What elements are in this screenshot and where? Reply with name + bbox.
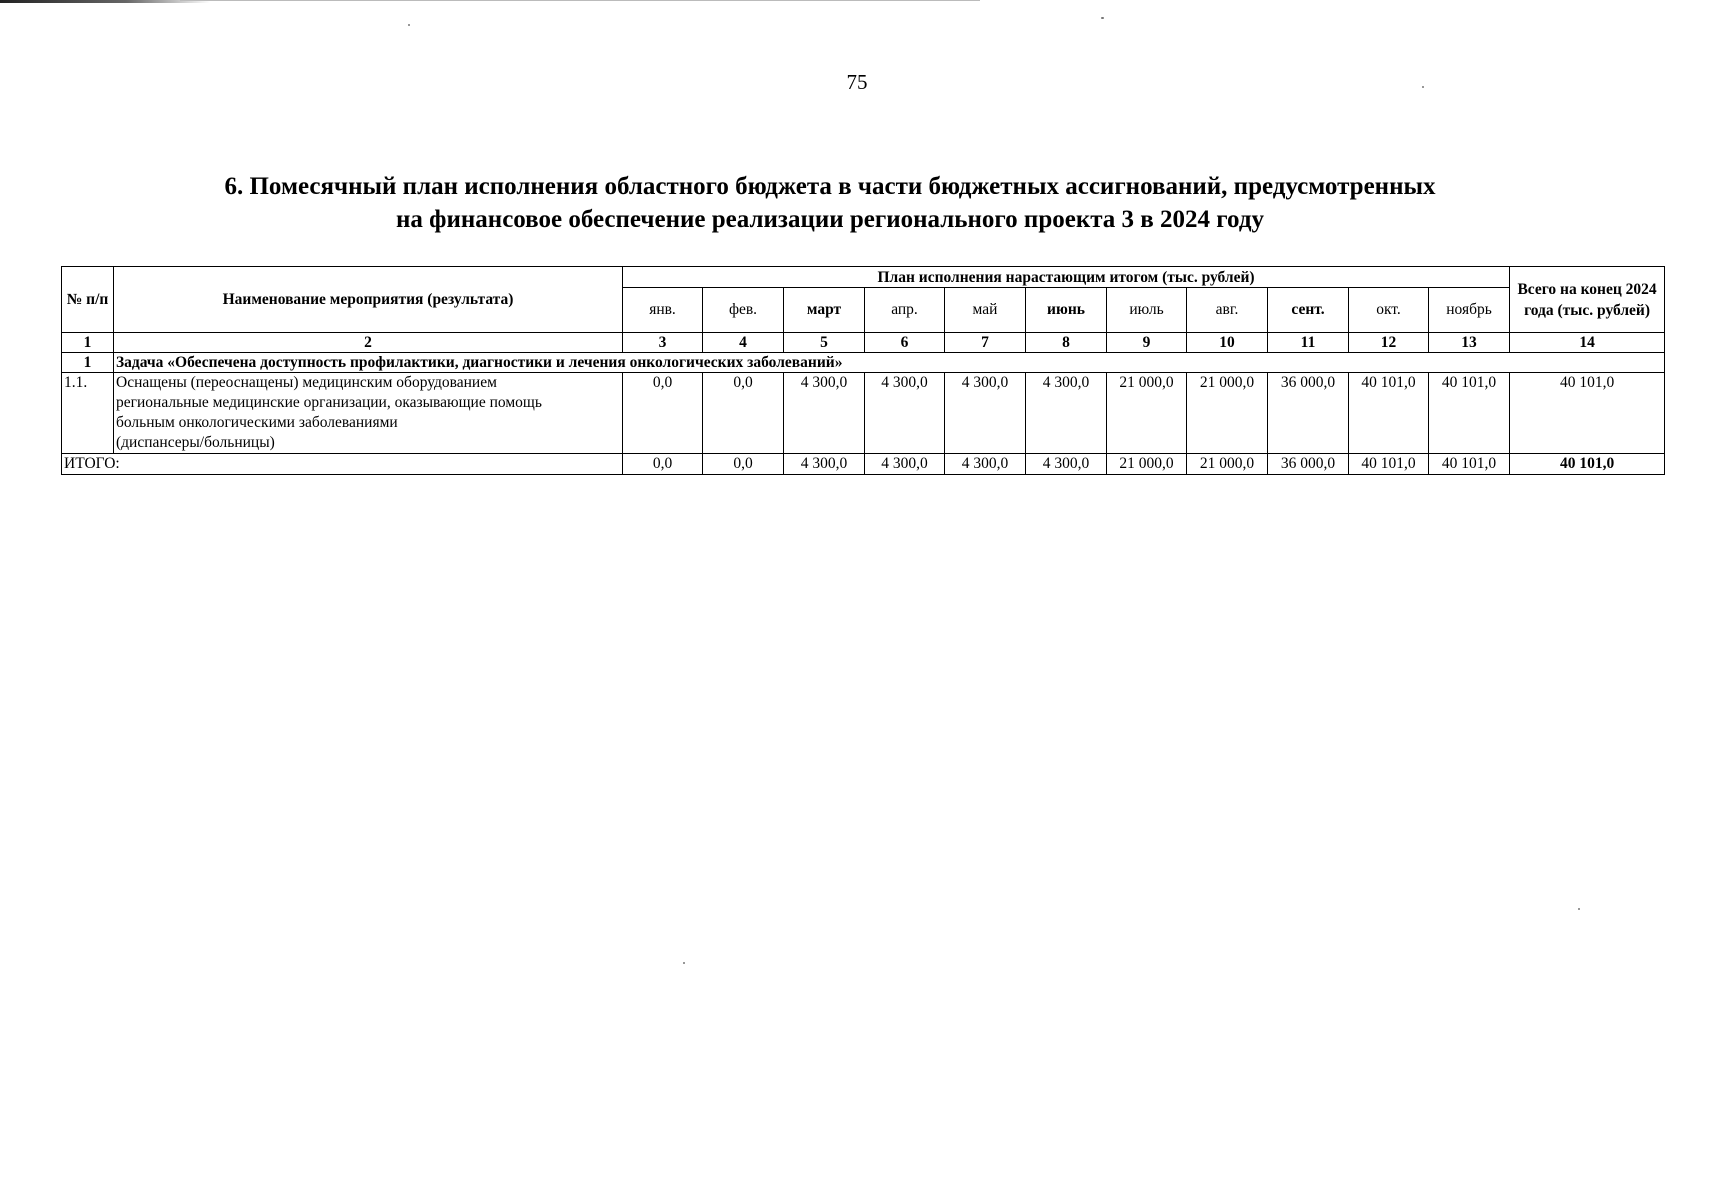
month-jan: янв.: [623, 288, 703, 333]
column-number: 14: [1510, 333, 1665, 353]
value-nov: 40 101,0: [1429, 373, 1510, 454]
value-total: 40 101,0: [1510, 373, 1665, 454]
total-nov: 40 101,0: [1429, 454, 1510, 475]
total-may: 4 300,0: [945, 454, 1026, 475]
month-oct: окт.: [1349, 288, 1429, 333]
value-jun: 4 300,0: [1026, 373, 1107, 454]
total-jun: 4 300,0: [1026, 454, 1107, 475]
row-name-line: (диспансеры/больницы): [116, 434, 275, 451]
scan-speck: [683, 962, 685, 964]
value-apr: 4 300,0: [865, 373, 945, 454]
column-number: 6: [865, 333, 945, 353]
row-name-line: Оснащены (переоснащены) медицинским оборудованием: [116, 374, 497, 391]
row-num: 1.1.: [62, 373, 114, 454]
row-name: [114, 373, 623, 454]
scan-edge: [0, 0, 210, 3]
total-label: ИТОГО:: [62, 454, 623, 475]
column-number: 7: [945, 333, 1026, 353]
page-title: [100, 170, 1560, 236]
value-may: 4 300,0: [945, 373, 1026, 454]
total-jan: 0,0: [623, 454, 703, 475]
month-aug: авг.: [1187, 288, 1268, 333]
scan-speck: [408, 24, 410, 26]
total-sep: 36 000,0: [1268, 454, 1349, 475]
value-sep: 36 000,0: [1268, 373, 1349, 454]
title-line-1: 6. Помесячный план исполнения областного бюджета в части бюджетных ассигнований, предусмотренных: [224, 173, 1436, 200]
value-jan: 0,0: [623, 373, 703, 454]
value-mar: 4 300,0: [784, 373, 865, 454]
scan-edge-line: [180, 0, 980, 1]
total-oct: 40 101,0: [1349, 454, 1429, 475]
grand-total: 40 101,0: [1510, 454, 1665, 475]
budget-plan-table: [61, 266, 1665, 475]
page-number: 75: [846, 70, 868, 94]
column-number: 4: [703, 333, 784, 353]
header-total: Всего на конец 2024 года (тыс. рублей): [1510, 267, 1665, 333]
column-number: 5: [784, 333, 865, 353]
value-feb: 0,0: [703, 373, 784, 454]
value-aug: 21 000,0: [1187, 373, 1268, 454]
month-jul: июль: [1107, 288, 1187, 333]
column-number: 3: [623, 333, 703, 353]
row-name-line: региональные медицинские организации, оказывающие помощь: [116, 394, 542, 411]
scan-speck: [1101, 17, 1104, 19]
total-feb: 0,0: [703, 454, 784, 475]
column-number: 8: [1026, 333, 1107, 353]
month-sep: сент.: [1268, 288, 1349, 333]
month-nov: ноябрь: [1429, 288, 1510, 333]
month-feb: фев.: [703, 288, 784, 333]
month-mar: март: [784, 288, 865, 333]
value-jul: 21 000,0: [1107, 373, 1187, 454]
header-name: Наименование мероприятия (результата): [114, 267, 623, 333]
total-jul: 21 000,0: [1107, 454, 1187, 475]
column-number: 2: [114, 333, 623, 353]
column-number-row: [62, 333, 1665, 353]
column-number: 1: [62, 333, 114, 353]
column-number: 13: [1429, 333, 1510, 353]
column-number: 10: [1187, 333, 1268, 353]
task-row: [62, 353, 1665, 373]
header-plan-group: План исполнения нарастающим итогом (тыс. рублей): [623, 267, 1510, 288]
column-number: 12: [1349, 333, 1429, 353]
table-row: [62, 373, 1665, 454]
task-num: 1: [62, 353, 114, 373]
column-number: 9: [1107, 333, 1187, 353]
value-oct: 40 101,0: [1349, 373, 1429, 454]
task-label: Задача «Обеспечена доступность профилактики, диагностики и лечения онкологических заболеваний»: [114, 353, 1665, 373]
month-may: май: [945, 288, 1026, 333]
month-jun: июнь: [1026, 288, 1107, 333]
column-number: 11: [1268, 333, 1349, 353]
total-apr: 4 300,0: [865, 454, 945, 475]
total-mar: 4 300,0: [784, 454, 865, 475]
total-aug: 21 000,0: [1187, 454, 1268, 475]
total-row: [62, 454, 1665, 475]
month-apr: апр.: [865, 288, 945, 333]
row-name-line: больным онкологическими заболеваниями: [116, 414, 398, 431]
title-line-2: на финансовое обеспечение реализации регионального проекта 3 в 2024 году: [396, 206, 1264, 233]
header-num: № п/п: [62, 267, 114, 333]
scan-speck: [1578, 908, 1580, 910]
